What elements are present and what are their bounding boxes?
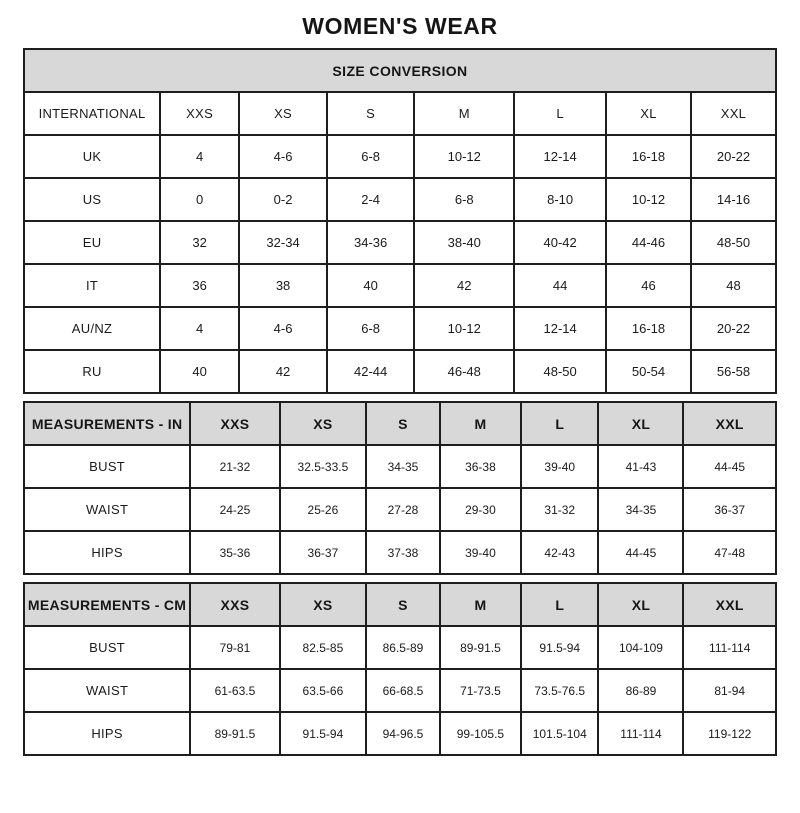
value-cell: 0-2 <box>239 178 327 221</box>
value-cell: 36-38 <box>440 445 521 488</box>
tables-container <box>23 48 777 756</box>
value-cell: 44 <box>514 264 606 307</box>
column-header-cell: MEASUREMENTS - IN <box>24 402 190 445</box>
value-cell: 89-91.5 <box>190 712 279 755</box>
column-header-cell: XXS <box>190 402 279 445</box>
value-cell: 101.5-104 <box>521 712 598 755</box>
value-cell: 38-40 <box>414 221 514 264</box>
column-header-cell: S <box>366 583 440 626</box>
table-row <box>24 135 776 178</box>
table-row <box>24 669 776 712</box>
value-cell: 73.5-76.5 <box>521 669 598 712</box>
table-row <box>24 712 776 755</box>
value-cell: 21-32 <box>190 445 279 488</box>
row-label: EU <box>24 221 160 264</box>
value-cell: 40 <box>327 264 414 307</box>
value-cell: 40 <box>160 350 239 393</box>
value-cell: 66-68.5 <box>366 669 440 712</box>
size-conversion-table <box>23 48 777 394</box>
column-header-cell: M <box>440 583 521 626</box>
value-cell: 42 <box>414 264 514 307</box>
column-header-cell: L <box>514 92 606 135</box>
value-cell: 35-36 <box>190 531 279 574</box>
value-cell: 8-10 <box>514 178 606 221</box>
value-cell: 56-58 <box>691 350 776 393</box>
value-cell: 10-12 <box>414 307 514 350</box>
value-cell: 40-42 <box>514 221 606 264</box>
value-cell: 48-50 <box>691 221 776 264</box>
row-label: WAIST <box>24 488 190 531</box>
value-cell: 34-35 <box>598 488 683 531</box>
row-label: HIPS <box>24 712 190 755</box>
value-cell: 91.5-94 <box>280 712 366 755</box>
value-cell: 119-122 <box>683 712 776 755</box>
value-cell: 44-45 <box>598 531 683 574</box>
table-row <box>24 221 776 264</box>
column-header-cell: XS <box>280 583 366 626</box>
value-cell: 86.5-89 <box>366 626 440 669</box>
row-label: US <box>24 178 160 221</box>
row-label: UK <box>24 135 160 178</box>
value-cell: 20-22 <box>691 307 776 350</box>
row-label: RU <box>24 350 160 393</box>
value-cell: 12-14 <box>514 135 606 178</box>
table-row <box>24 531 776 574</box>
value-cell: 41-43 <box>598 445 683 488</box>
value-cell: 0 <box>160 178 239 221</box>
value-cell: 42-43 <box>521 531 598 574</box>
column-header-cell: XXL <box>683 583 776 626</box>
table-row <box>24 626 776 669</box>
header-row <box>24 92 776 135</box>
value-cell: 91.5-94 <box>521 626 598 669</box>
value-cell: 27-28 <box>366 488 440 531</box>
value-cell: 48 <box>691 264 776 307</box>
value-cell: 37-38 <box>366 531 440 574</box>
value-cell: 89-91.5 <box>440 626 521 669</box>
column-header-cell: M <box>414 92 514 135</box>
value-cell: 50-54 <box>606 350 691 393</box>
value-cell: 32 <box>160 221 239 264</box>
table-row <box>24 178 776 221</box>
value-cell: 34-35 <box>366 445 440 488</box>
value-cell: 46 <box>606 264 691 307</box>
column-header-cell: XS <box>239 92 327 135</box>
value-cell: 48-50 <box>514 350 606 393</box>
value-cell: 34-36 <box>327 221 414 264</box>
column-header-cell: XXL <box>683 402 776 445</box>
value-cell: 111-114 <box>683 626 776 669</box>
value-cell: 79-81 <box>190 626 279 669</box>
column-header-cell: XL <box>598 583 683 626</box>
row-label: BUST <box>24 626 190 669</box>
value-cell: 12-14 <box>514 307 606 350</box>
column-header-cell: XXS <box>190 583 279 626</box>
value-cell: 36 <box>160 264 239 307</box>
value-cell: 44-45 <box>683 445 776 488</box>
column-header-cell: XL <box>598 402 683 445</box>
value-cell: 10-12 <box>606 178 691 221</box>
measurements-in-table <box>23 401 777 575</box>
column-header-cell: XL <box>606 92 691 135</box>
value-cell: 42-44 <box>327 350 414 393</box>
value-cell: 38 <box>239 264 327 307</box>
value-cell: 61-63.5 <box>190 669 279 712</box>
column-header-cell: L <box>521 583 598 626</box>
value-cell: 14-16 <box>691 178 776 221</box>
table-row <box>24 350 776 393</box>
value-cell: 16-18 <box>606 135 691 178</box>
column-header-cell: M <box>440 402 521 445</box>
value-cell: 32.5-33.5 <box>280 445 366 488</box>
value-cell: 39-40 <box>440 531 521 574</box>
value-cell: 36-37 <box>280 531 366 574</box>
table-row <box>24 488 776 531</box>
table-row <box>24 307 776 350</box>
table-row <box>24 445 776 488</box>
value-cell: 6-8 <box>327 307 414 350</box>
column-header-cell: XXS <box>160 92 239 135</box>
row-label: WAIST <box>24 669 190 712</box>
column-header-cell: XS <box>280 402 366 445</box>
header-row <box>24 583 776 626</box>
table-banner: SIZE CONVERSION <box>24 49 776 92</box>
value-cell: 4 <box>160 307 239 350</box>
value-cell: 2-4 <box>327 178 414 221</box>
value-cell: 104-109 <box>598 626 683 669</box>
column-header-cell: INTERNATIONAL <box>24 92 160 135</box>
value-cell: 44-46 <box>606 221 691 264</box>
row-label: IT <box>24 264 160 307</box>
column-header-cell: L <box>521 402 598 445</box>
row-label: HIPS <box>24 531 190 574</box>
value-cell: 63.5-66 <box>280 669 366 712</box>
value-cell: 36-37 <box>683 488 776 531</box>
row-label: AU/NZ <box>24 307 160 350</box>
column-header-cell: XXL <box>691 92 776 135</box>
value-cell: 99-105.5 <box>440 712 521 755</box>
row-label: BUST <box>24 445 190 488</box>
value-cell: 71-73.5 <box>440 669 521 712</box>
value-cell: 6-8 <box>414 178 514 221</box>
table-row <box>24 264 776 307</box>
value-cell: 82.5-85 <box>280 626 366 669</box>
value-cell: 29-30 <box>440 488 521 531</box>
value-cell: 16-18 <box>606 307 691 350</box>
value-cell: 25-26 <box>280 488 366 531</box>
value-cell: 47-48 <box>683 531 776 574</box>
value-cell: 39-40 <box>521 445 598 488</box>
value-cell: 81-94 <box>683 669 776 712</box>
value-cell: 32-34 <box>239 221 327 264</box>
page-title: WOMEN'S WEAR <box>302 13 498 39</box>
header-row <box>24 402 776 445</box>
value-cell: 6-8 <box>327 135 414 178</box>
measurements-cm-table <box>23 582 777 756</box>
value-cell: 31-32 <box>521 488 598 531</box>
column-header-cell: MEASUREMENTS - CM <box>24 583 190 626</box>
value-cell: 111-114 <box>598 712 683 755</box>
banner-row <box>24 49 776 92</box>
value-cell: 24-25 <box>190 488 279 531</box>
value-cell: 46-48 <box>414 350 514 393</box>
value-cell: 10-12 <box>414 135 514 178</box>
column-header-cell: S <box>327 92 414 135</box>
value-cell: 94-96.5 <box>366 712 440 755</box>
value-cell: 4-6 <box>239 307 327 350</box>
value-cell: 4 <box>160 135 239 178</box>
value-cell: 42 <box>239 350 327 393</box>
value-cell: 20-22 <box>691 135 776 178</box>
value-cell: 86-89 <box>598 669 683 712</box>
column-header-cell: S <box>366 402 440 445</box>
value-cell: 4-6 <box>239 135 327 178</box>
